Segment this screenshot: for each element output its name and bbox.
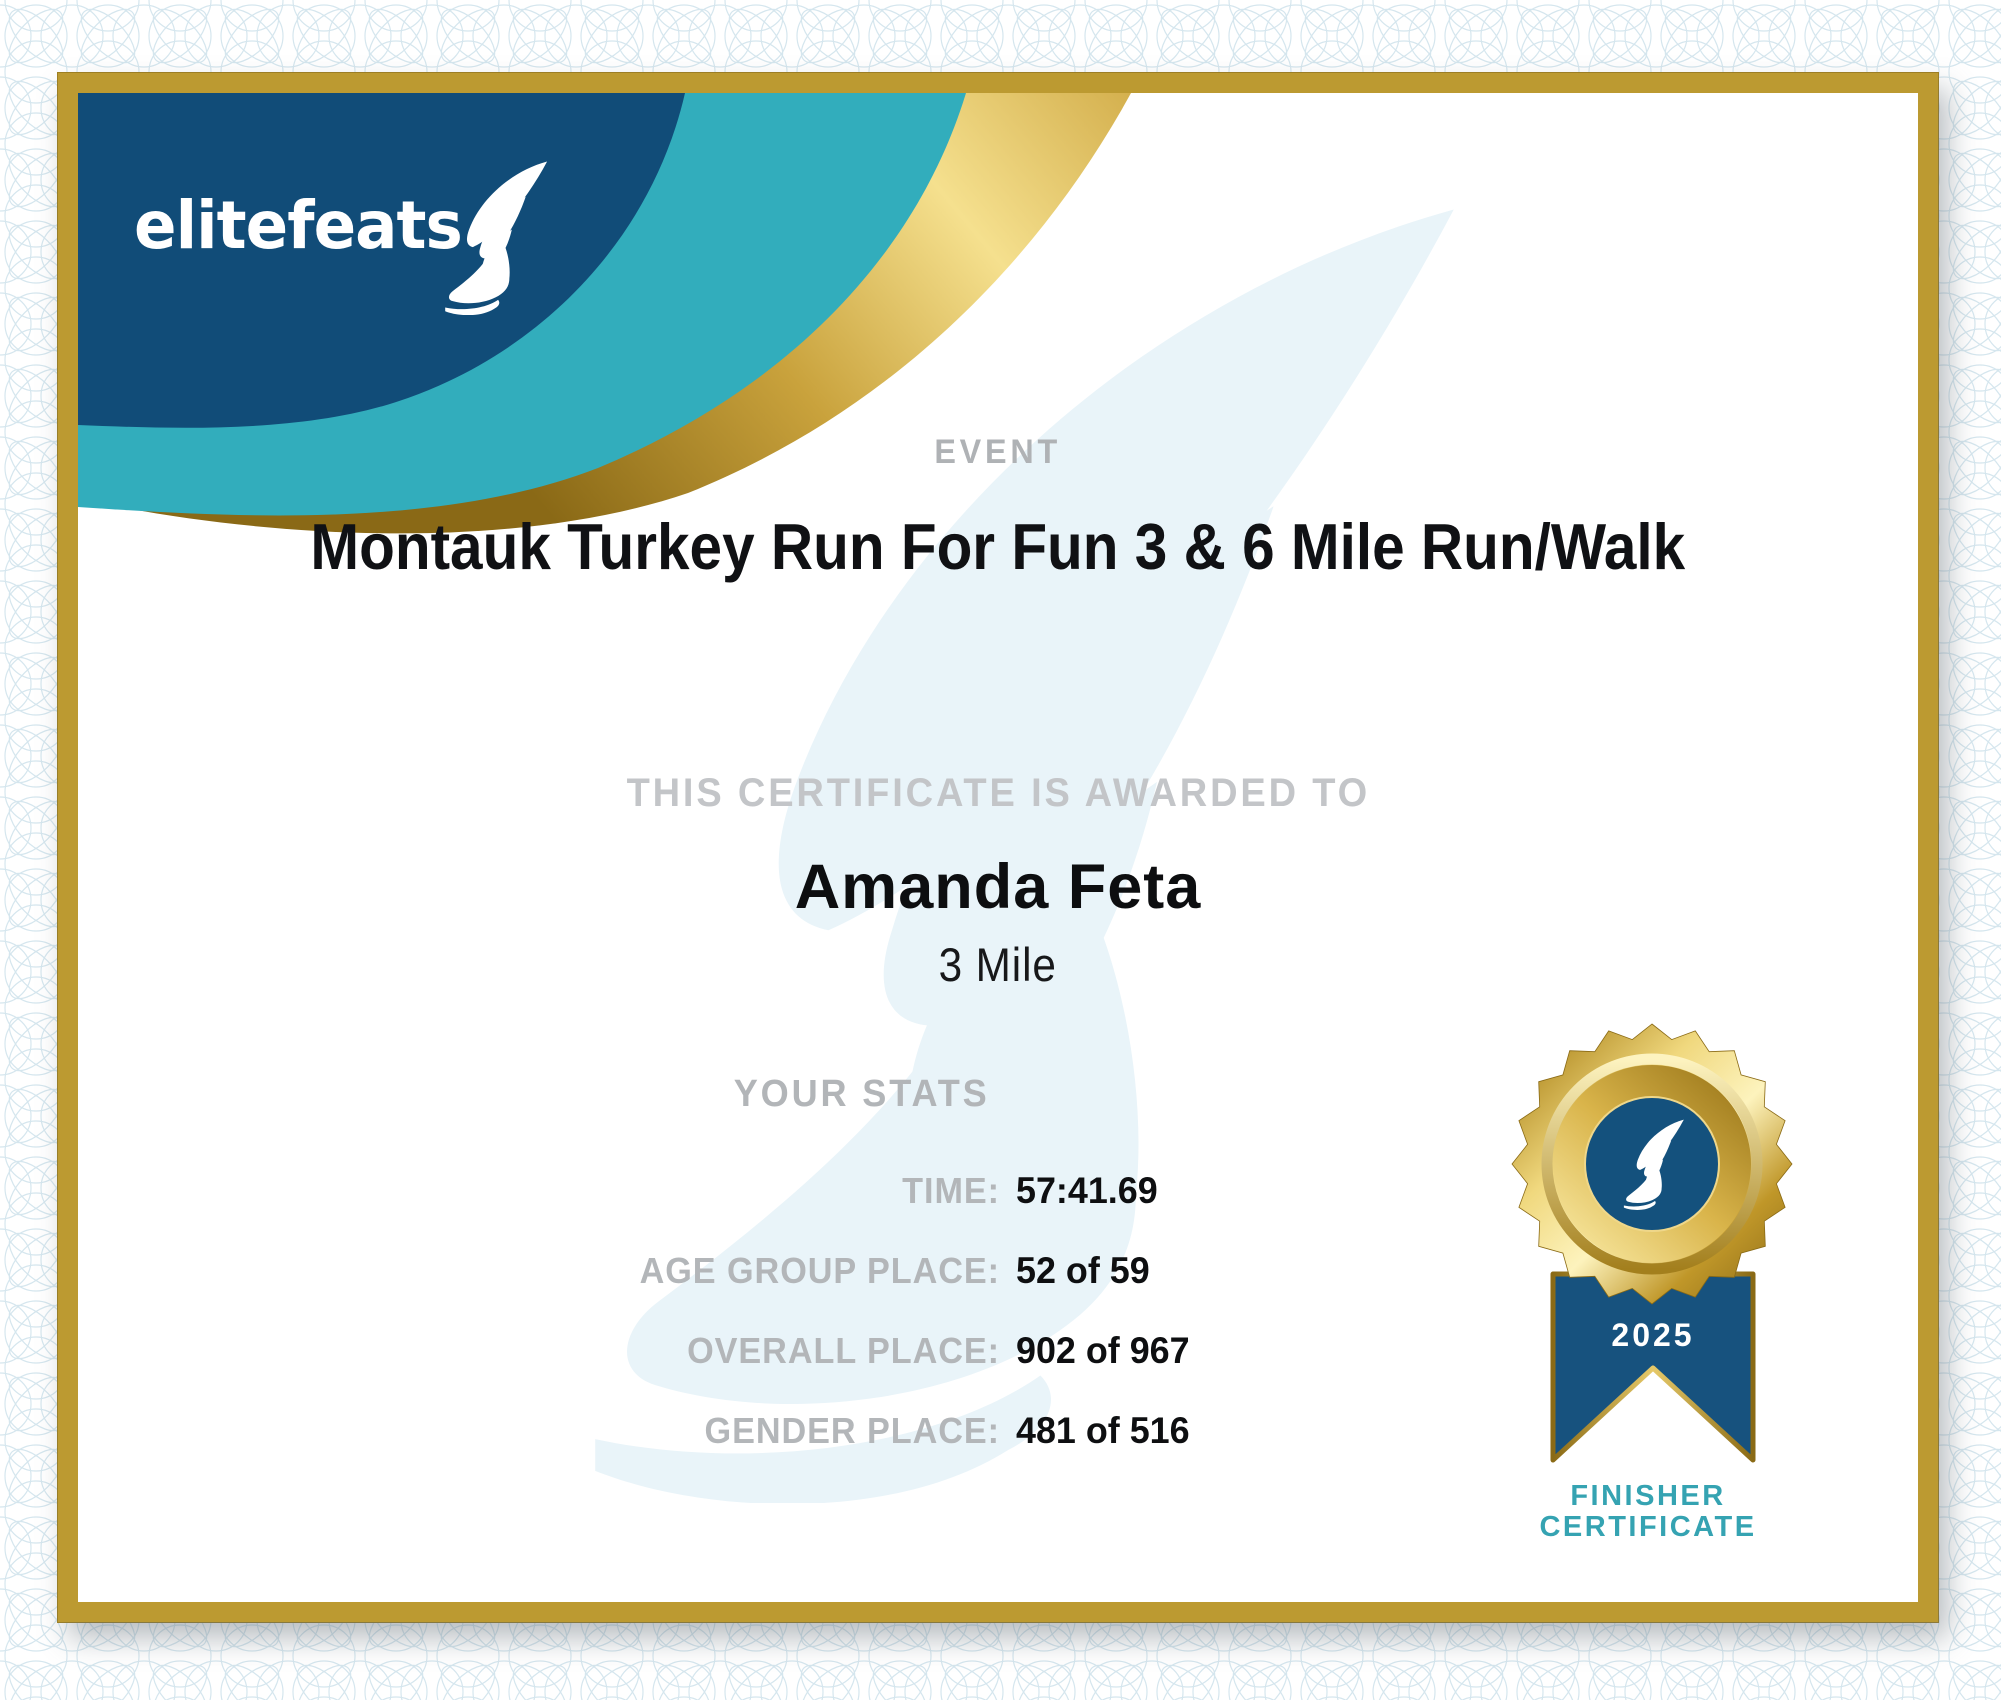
- badge-year: 2025: [1611, 1317, 1695, 1353]
- stat-value: 481 of 516: [1016, 1410, 1190, 1451]
- stat-value: 57:41.69: [1016, 1170, 1158, 1211]
- stat-label: OVERALL PLACE:: [687, 1330, 1000, 1371]
- stat-value: 902 of 967: [1016, 1330, 1190, 1371]
- event-title: Montauk Turkey Run For Fun 3 & 6 Mile Run/Walk: [310, 510, 1686, 583]
- badge-caption-line2: CERTIFICATE: [1539, 1511, 1757, 1543]
- stats-heading: YOUR STATS: [734, 1073, 990, 1115]
- award-intro-text: THIS CERTIFICATE IS AWARDED TO: [626, 771, 1370, 815]
- event-section-label: EVENT: [934, 433, 1062, 471]
- badge-caption: [1498, 1481, 1798, 1543]
- finisher-medal-badge: [1498, 1019, 1798, 1479]
- certificate-panel: [58, 73, 1938, 1622]
- stat-label: AGE GROUP PLACE:: [639, 1250, 1000, 1291]
- brand-logo-text: elitefeats: [134, 187, 462, 264]
- race-division: 3 Mile: [938, 938, 1058, 991]
- winged-foot-icon: [430, 159, 556, 315]
- recipient-name: Amanda Feta: [794, 852, 1202, 922]
- stat-value: 52 of 59: [1016, 1250, 1150, 1291]
- stat-label: GENDER PLACE:: [704, 1410, 1000, 1451]
- stat-label: TIME:: [902, 1170, 1000, 1211]
- badge-caption-line1: FINISHER: [1570, 1480, 1726, 1512]
